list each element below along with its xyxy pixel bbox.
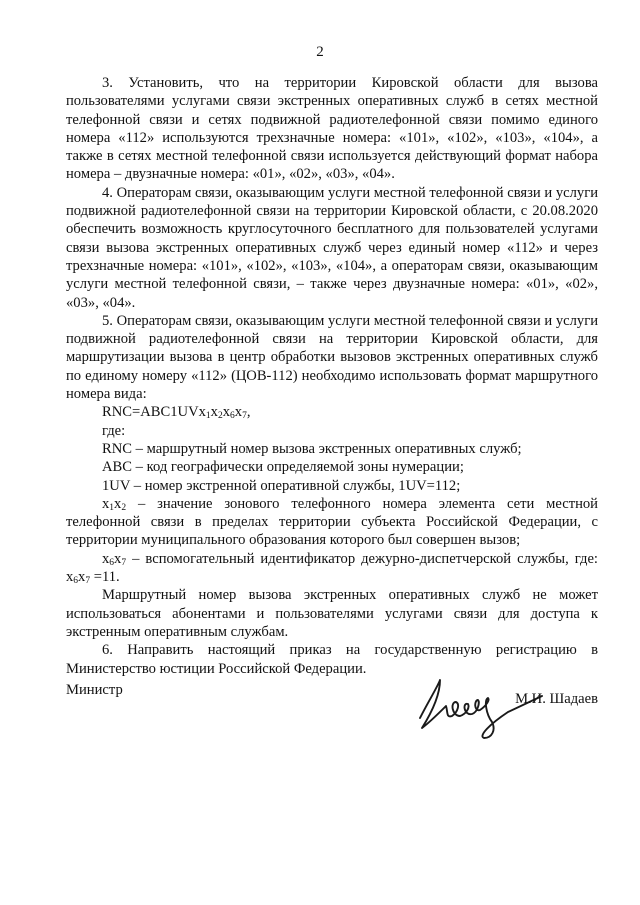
definition-abc: ABC – код географически определяемой зоны нумерации; bbox=[102, 459, 464, 476]
routing-note: Маршрутный номер вызова экстренных оперативных служб не может использоваться абонентами и пользователями услугами связи для доступа к экстренным оперативным службам. bbox=[66, 587, 598, 640]
signer-name: М.И. Шадаев bbox=[515, 691, 598, 707]
routing-number-formula: $RNC=ABC1UVx_1x_2x_6x_7$, bbox=[102, 404, 251, 422]
where-label: где: bbox=[102, 422, 126, 439]
definition-x6x7: $x_6x_7$ – вспомогательный идентификатор дежурно-диспетчерской службы, где: $x_6x_7 =11$. bbox=[66, 550, 598, 587]
page-number: 2 bbox=[316, 44, 324, 60]
definition-x1x2: $x_1x_2$ – значение зонового телефонного номера элемента сети местной телефонной связи в пределах территории субъекта Российской Федерации, с территории муниципального образования которого был совершен вызов; bbox=[66, 495, 598, 549]
definition-1uv: 1UV – номер экстренной оперативной службы, 1UV=112; bbox=[102, 477, 461, 494]
definition-rnc: RNC – маршрутный номер вызова экстренных оперативных служб; bbox=[102, 440, 522, 457]
paragraph-item-6: 6. Направить настоящий приказ на государственную регистрацию в Министерство юстиции Российской Федерации. bbox=[66, 642, 598, 677]
paragraph-item-3: 3. Установить, что на территории Кировской области для вызова пользователями услугами связи экстренных оперативных служб в сетях местной телефонной связи и сетях подвижной радиотелефонной связи помимо единого номера «112» используются трехзначные номера: «101», «102», «103», «104», а также в сетях местной телефонной связи используется действующий формат набора номера – двузначные номера: «01», «02», «03», «04». bbox=[66, 75, 598, 183]
document-body bbox=[66, 74, 598, 678]
signer-position: Министр bbox=[66, 682, 123, 698]
paragraph-item-4: 4. Операторам связи, оказывающим услуги местной телефонной связи и услуги подвижной радиотелефонной связи на территории Кировской области, с 20.08.2020 обеспечить возможность круглосуточного бесплатного для пользователей услугами связи вызова экстренных оперативных служб через единый номер «112» и через трехзначные номера: «101», «102», «103», «104», а операторам связи, оказывающим услуги местной телефонной связи, – также через двузначные номера: «01», «02», «03», «04». bbox=[66, 184, 598, 311]
paragraph-item-5: 5. Операторам связи, оказывающим услуги местной телефонной связи и услуги подвижной радиотелефонной связи на территории Кировской области, для маршрутизации вызова в центр обработки вызовов экстренных оперативных служб по единому номеру «112» (ЦОВ-112) необходимо использовать формат маршрутного номера вида: bbox=[66, 312, 598, 403]
signature-block bbox=[66, 672, 598, 752]
